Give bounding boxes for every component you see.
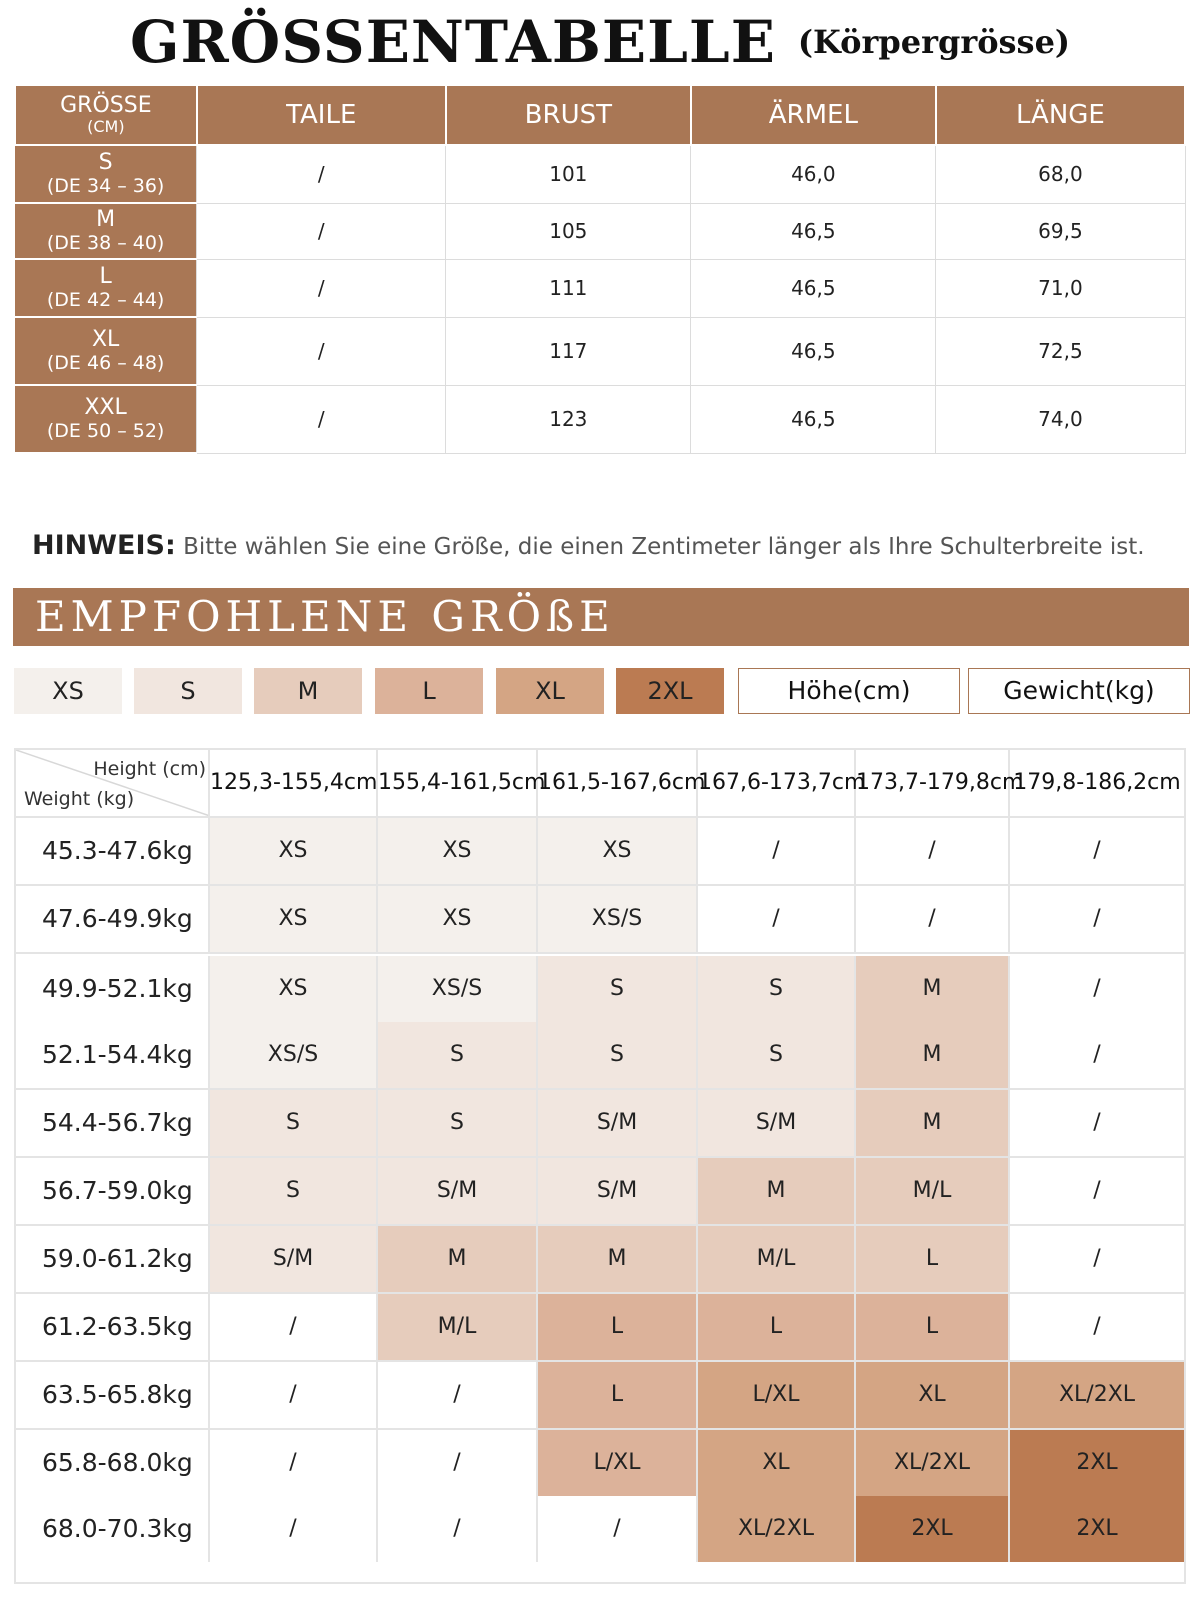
weight-label: 52.1-54.4kg	[16, 1022, 210, 1088]
size-cell: /	[1010, 1022, 1184, 1088]
size-cell: XS/S	[378, 956, 538, 1022]
cell-laenge: 71,0	[936, 259, 1185, 317]
legend-swatch-m: M	[254, 668, 362, 714]
size-cell: M	[378, 1226, 538, 1292]
size-cell: L	[538, 1362, 698, 1428]
cell-aermel: 46,5	[691, 317, 936, 385]
size-cell: S	[698, 1022, 856, 1088]
size-cell: /	[1010, 818, 1184, 884]
cell-laenge: 69,5	[936, 203, 1185, 259]
legend-height-box: Höhe(cm)	[738, 668, 960, 714]
size-cell: /	[1010, 1294, 1184, 1360]
table-row	[16, 818, 1184, 886]
legend-weight-box: Gewicht(kg)	[968, 668, 1190, 714]
size-cell: XL/2XL	[698, 1496, 856, 1562]
cell-brust: 123	[446, 385, 691, 453]
size-cell: /	[210, 1294, 378, 1360]
legend-swatch-l: L	[375, 668, 483, 714]
legend-swatch-s: S	[134, 668, 242, 714]
legend-swatch-xs: XS	[14, 668, 122, 714]
table-row	[16, 1496, 1184, 1564]
header-aermel: ÄRMEL	[691, 85, 936, 145]
size-table-header	[15, 85, 1185, 145]
size-cell: S	[538, 956, 698, 1022]
corner-height-label: Height (cm)	[93, 758, 206, 780]
size-label: S (DE 34 – 36)	[15, 145, 197, 203]
table-row	[15, 385, 1185, 453]
size-cell: S	[698, 956, 856, 1022]
size-cell: L	[856, 1226, 1010, 1292]
title-sub: (Körpergrösse)	[797, 23, 1071, 61]
table-row	[16, 1226, 1184, 1294]
legend-swatch-2xl: 2XL	[616, 668, 724, 714]
cell-aermel: 46,5	[691, 385, 936, 453]
cell-aermel: 46,5	[691, 259, 936, 317]
size-cell: XS/S	[210, 1022, 378, 1088]
height-header: 173,7-179,8cm	[856, 750, 1010, 816]
size-cell: XS	[210, 956, 378, 1022]
table-row	[16, 1362, 1184, 1430]
size-cell: /	[698, 886, 856, 952]
banner-title: EMPFOHLENE GRÖßE	[35, 592, 615, 641]
cell-brust: 111	[446, 259, 691, 317]
size-cell: M	[856, 1090, 1010, 1156]
weight-label: 49.9-52.1kg	[16, 956, 210, 1022]
size-cell: S	[210, 1090, 378, 1156]
header-size: GRÖSSE (CM)	[15, 85, 197, 145]
size-table	[14, 84, 1186, 454]
table-row	[16, 1294, 1184, 1362]
size-cell: L	[698, 1294, 856, 1360]
size-cell: /	[1010, 1090, 1184, 1156]
size-cell: /	[1010, 1158, 1184, 1224]
corner-weight-label: Weight (kg)	[24, 788, 135, 810]
table-row	[16, 1158, 1184, 1226]
size-cell: 2XL	[1010, 1430, 1184, 1496]
note	[32, 530, 1192, 561]
size-cell: S/M	[698, 1090, 856, 1156]
size-cell: /	[698, 818, 856, 884]
size-cell: /	[378, 1430, 538, 1496]
size-cell: /	[1010, 886, 1184, 952]
size-cell: M	[856, 1022, 1010, 1088]
cell-laenge: 68,0	[936, 145, 1185, 203]
page-title	[0, 8, 1200, 76]
size-cell: 2XL	[856, 1496, 1010, 1562]
size-cell: L/XL	[698, 1362, 856, 1428]
size-cell: /	[378, 1362, 538, 1428]
size-cell: S/M	[210, 1226, 378, 1292]
grid-header-row	[16, 750, 1184, 818]
size-cell: M/L	[856, 1158, 1010, 1224]
size-cell: /	[1010, 1226, 1184, 1292]
cell-taile: /	[197, 317, 446, 385]
note-text: Bitte wählen Sie eine Größe, die einen Zentimeter länger als Ihre Schulterbreite ist.	[175, 534, 1145, 560]
size-cell: S/M	[378, 1158, 538, 1224]
size-cell: S	[378, 1022, 538, 1088]
size-cell: /	[538, 1496, 698, 1562]
size-cell: XS	[538, 818, 698, 884]
size-cell: XS/S	[538, 886, 698, 952]
size-cell: /	[1010, 956, 1184, 1022]
height-header: 155,4-161,5cm	[378, 750, 538, 816]
size-cell: M	[698, 1158, 856, 1224]
table-row	[16, 1430, 1184, 1498]
size-label: M (DE 38 – 40)	[15, 203, 197, 259]
cell-brust: 105	[446, 203, 691, 259]
size-cell: L/XL	[538, 1430, 698, 1496]
weight-label: 61.2-63.5kg	[16, 1294, 210, 1360]
cell-taile: /	[197, 203, 446, 259]
weight-label: 54.4-56.7kg	[16, 1090, 210, 1156]
cell-aermel: 46,0	[691, 145, 936, 203]
size-cell: XS	[210, 818, 378, 884]
cell-brust: 117	[446, 317, 691, 385]
header-laenge: LÄNGE	[936, 85, 1185, 145]
size-cell: S/M	[538, 1090, 698, 1156]
size-cell: S	[378, 1090, 538, 1156]
size-cell: /	[856, 886, 1010, 952]
size-cell: M/L	[378, 1294, 538, 1360]
table-row	[15, 317, 1185, 385]
cell-taile: /	[197, 145, 446, 203]
size-cell: /	[378, 1496, 538, 1562]
cell-taile: /	[197, 385, 446, 453]
weight-label: 63.5-65.8kg	[16, 1362, 210, 1428]
size-label: L (DE 42 – 44)	[15, 259, 197, 317]
size-cell: XL/2XL	[856, 1430, 1010, 1496]
table-row	[15, 145, 1185, 203]
header-taile: TAILE	[197, 85, 446, 145]
table-row	[16, 1090, 1184, 1158]
legend	[14, 668, 1190, 716]
height-header: 179,8-186,2cm	[1013, 770, 1181, 795]
header-brust: BRUST	[446, 85, 691, 145]
table-row	[15, 259, 1185, 317]
height-header: 161,5-167,6cm	[538, 750, 698, 816]
size-cell: XS	[378, 886, 538, 952]
table-row	[15, 203, 1185, 259]
size-cell: L	[538, 1294, 698, 1360]
size-cell: L	[856, 1294, 1010, 1360]
size-cell: S/M	[538, 1158, 698, 1224]
size-label: XL (DE 46 – 48)	[15, 317, 197, 385]
weight-label: 45.3-47.6kg	[16, 818, 210, 884]
size-cell: M/L	[698, 1226, 856, 1292]
table-row	[16, 956, 1184, 1024]
size-cell: XS	[378, 818, 538, 884]
table-row	[16, 1022, 1184, 1090]
height-header: 125,3-155,4cm	[210, 750, 378, 816]
size-cell: /	[210, 1430, 378, 1496]
recommendation-banner	[13, 588, 1189, 646]
note-label: HINWEIS:	[32, 530, 176, 561]
size-cell: XL	[856, 1362, 1010, 1428]
cell-brust: 101	[446, 145, 691, 203]
size-cell: XL/2XL	[1010, 1362, 1184, 1428]
size-cell: S	[538, 1022, 698, 1088]
size-cell: M	[856, 956, 1010, 1022]
recommendation-grid	[14, 748, 1186, 1584]
weight-label: 65.8-68.0kg	[16, 1430, 210, 1496]
size-cell: /	[856, 818, 1010, 884]
weight-label: 47.6-49.9kg	[16, 886, 210, 952]
cell-aermel: 46,5	[691, 203, 936, 259]
cell-laenge: 72,5	[936, 317, 1185, 385]
table-row	[16, 886, 1184, 954]
grid-corner	[16, 750, 210, 816]
legend-swatch-xl: XL	[496, 668, 604, 714]
size-label: XXL (DE 50 – 52)	[15, 385, 197, 453]
size-cell: /	[210, 1496, 378, 1562]
height-header: 167,6-173,7cm	[698, 750, 856, 816]
title-main: GRÖSSENTABELLE	[129, 8, 776, 76]
size-cell: XL	[698, 1430, 856, 1496]
cell-laenge: 74,0	[936, 385, 1185, 453]
size-cell: XS	[210, 886, 378, 952]
weight-label: 68.0-70.3kg	[16, 1496, 210, 1562]
size-cell: /	[210, 1362, 378, 1428]
weight-label: 59.0-61.2kg	[16, 1226, 210, 1292]
size-cell: S	[210, 1158, 378, 1224]
size-cell: M	[538, 1226, 698, 1292]
cell-taile: /	[197, 259, 446, 317]
weight-label: 56.7-59.0kg	[16, 1158, 210, 1224]
size-cell: 2XL	[1010, 1496, 1184, 1562]
